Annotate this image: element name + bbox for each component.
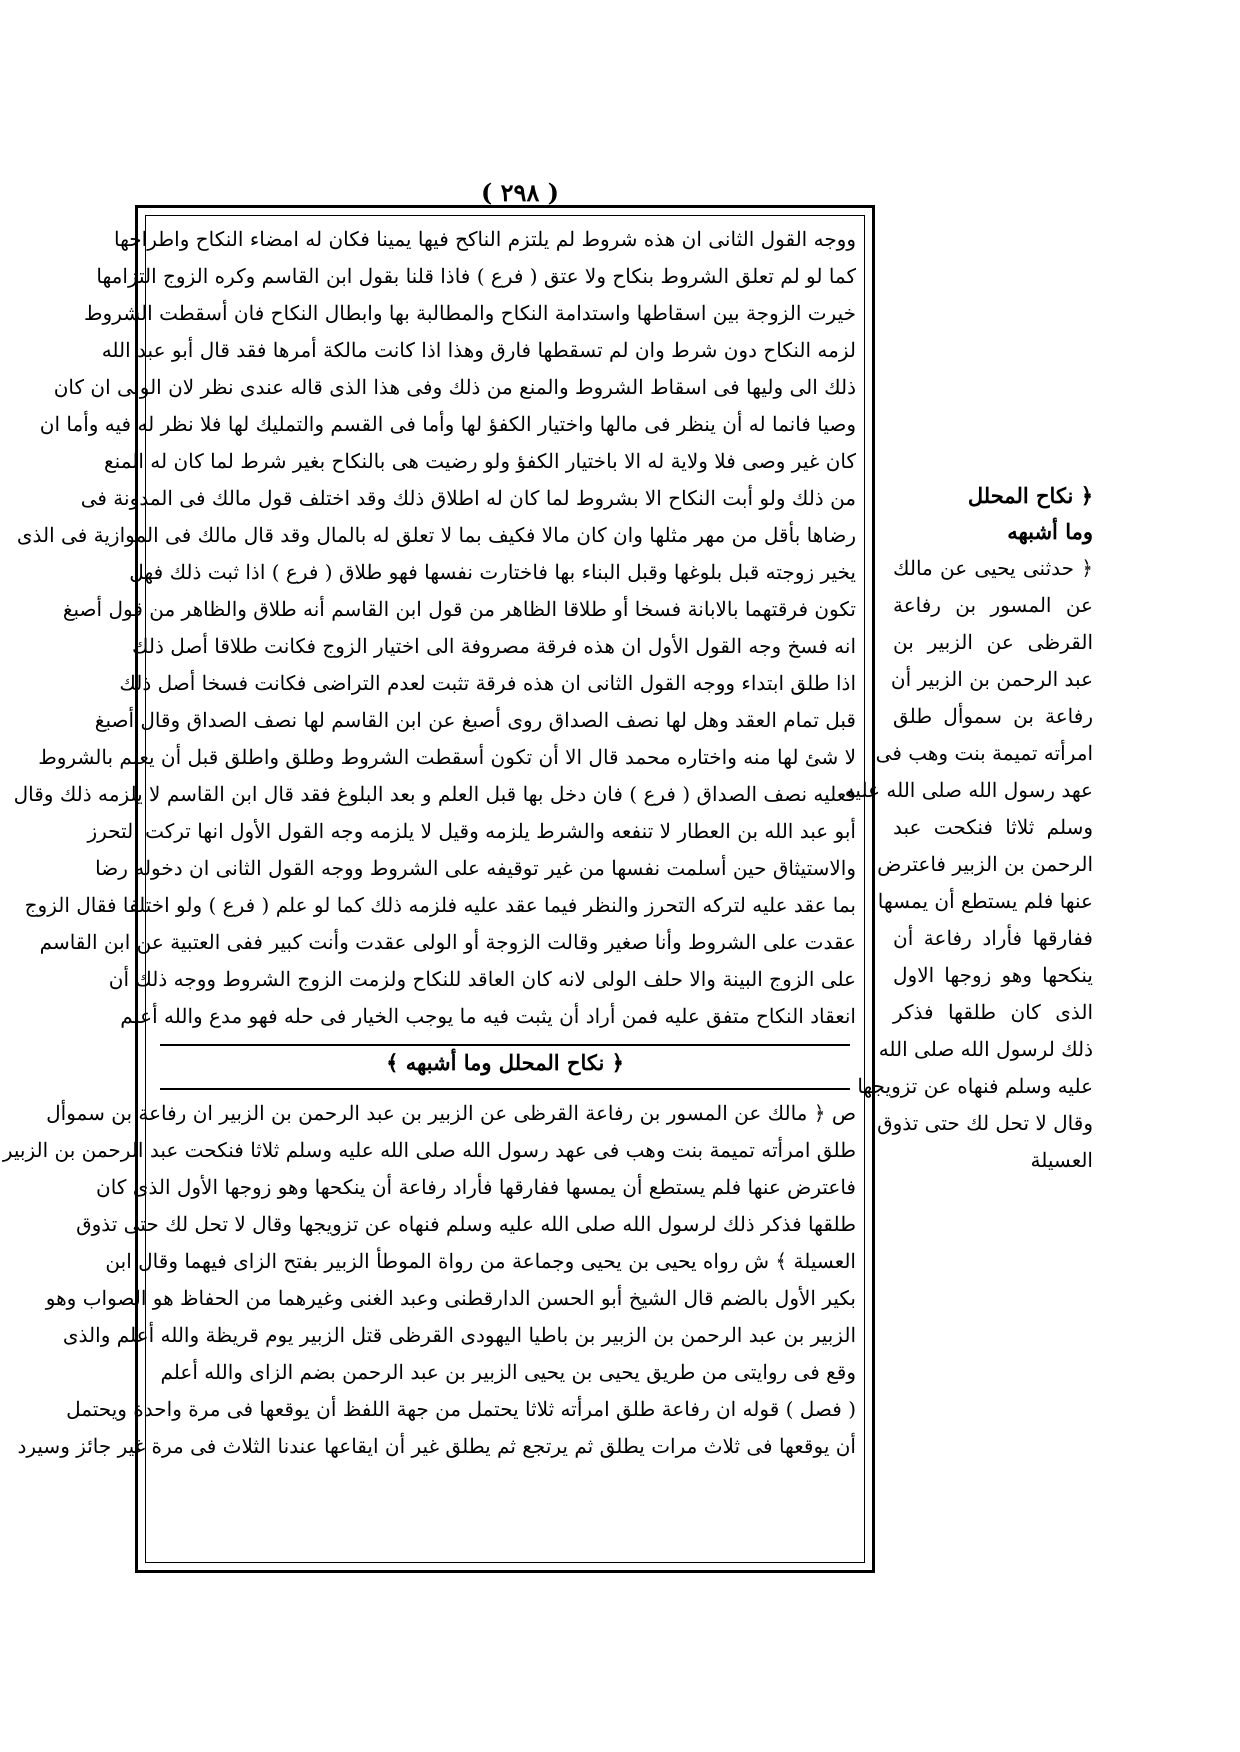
text-line: ذلك الى وليها فى اسقاط الشروط والمنع من ذلك وفى هذا الذى قاله عندى نظر لان الولى ان كان bbox=[53, 375, 856, 399]
text-line: ص ﴿ مالك عن المسور بن رفاعة القرظى عن الزبير بن عبد الرحمن بن الزبير ان رفاعة بن سموأل bbox=[46, 1101, 856, 1125]
text-line: فاعترض عنها فلم يستطع أن يمسها ففارقها فأراد رفاعة أن ينكحها وهو زوجها الأول الذى كان bbox=[96, 1175, 856, 1199]
margin-line: القرظى عن الزبير بن bbox=[893, 630, 1093, 654]
margin-line: عبد الرحمن بن الزبير أن bbox=[890, 667, 1093, 691]
margin-line: الرحمن بن الزبير فاعترض bbox=[877, 852, 1093, 876]
margin-title-line: ﴿ نكاح المحلل bbox=[967, 483, 1093, 508]
text-line: طلقها فذكر ذلك لرسول الله صلى الله عليه وسلم فنهاه عن تزويجها وقال لا تحل لك حتى تذوق bbox=[76, 1212, 856, 1236]
margin-line: ﴿ حدثنى يحيى عن مالك bbox=[893, 556, 1093, 580]
text-line: رضاها بأقل من مهر مثلها وان كان مالا فكيف بما لا تعلق له بالمال وقد قال مالك فى الموازية فى الذى bbox=[16, 523, 856, 547]
text-line: انه فسخ وجه القول الأول ان هذه فرقة مصروفة الى اختيار الزوج فكانت طلاقا أصل ذلك bbox=[132, 634, 856, 658]
section-divider-top bbox=[160, 1044, 850, 1046]
text-line: خيرت الزوجة بين اسقاطها واستدامة النكاح والمطالبة بها وابطال النكاح فان أسقطت الشروط bbox=[84, 301, 856, 325]
text-line: الزبير بن عبد الرحمن بن الزبير بن باطيا اليهودى القرظى قتل الزبير يوم قريظة والله أعلم والذى bbox=[62, 1323, 856, 1347]
margin-line: عنها فلم يستطع أن يمسها bbox=[877, 889, 1093, 913]
text-line: من ذلك ولو أبت النكاح الا بشروط لما كان له اطلاق ذلك وقد اختلف قول مالك فى المدونة فى bbox=[80, 486, 856, 510]
margin-line: ذلك لرسول الله صلى الله bbox=[878, 1037, 1093, 1061]
text-line: وقع فى روايتى من طريق يحيى بن يحيى الزبير بن عبد الرحمن بضم الزاى والله أعلم bbox=[160, 1360, 856, 1384]
text-line: قبل تمام العقد وهل لها نصف الصداق روى أصبغ عن ابن القاسم لها نصف الصداق وقال أصبغ bbox=[94, 708, 856, 732]
margin-line: عهد رسول الله صلى الله عليه bbox=[844, 778, 1093, 802]
text-line: فعليه نصف الصداق ( فرع ) فان دخل بها قبل العلم و بعد البلوغ فقد قال ابن القاسم لا يلزمه ذلك وقال bbox=[13, 782, 856, 806]
text-line: لزمه النكاح دون شرط وان لم تسقطها فارق وهذا اذا كانت مالكة أمرها فقد قال أبو عبد الله bbox=[101, 338, 856, 362]
text-line: والاستيثاق حين أسلمت نفسها من غير توقيفه على الشروط ووجه القول الثانى ان دخوله رضا bbox=[95, 856, 856, 880]
text-line: بما عقد عليه لتركه التحرز والنظر فيما عقد عليه فلزمه ذلك كما لو علم ( فرع ) ولو اختلفا فقال الزوج bbox=[24, 893, 856, 917]
main-text-frame bbox=[2, 205, 875, 1573]
text-line: يخير زوجته قبل بلوغها وقبل البناء بها فاختارت نفسها فهو طلاق ( فرع ) اذا ثبت ذلك فهل bbox=[129, 560, 856, 584]
margin-line: عن المسور بن رفاعة bbox=[893, 593, 1093, 617]
margin-column bbox=[844, 478, 1093, 1179]
text-line: العسيلة ﴾ ش رواه يحيى بن يحيى وجماعة من رواة الموطأ الزبير بفتح الزاى فيهما وقال ابن bbox=[105, 1249, 856, 1273]
margin-line: الذى كان طلقها فذكر bbox=[893, 1000, 1093, 1024]
text-line: وصيا فانما له أن ينظر فى مالها واختيار الكفؤ لها وأما فى القسم والتمليك لها فلا نظر له فيه وأما ان bbox=[39, 412, 856, 436]
margin-line: العسيلة bbox=[1030, 1148, 1093, 1172]
margin-line: رفاعة بن سموأل طلق bbox=[893, 704, 1093, 728]
text-line: بكير الأول بالضم قال الشيخ أبو الحسن الدارقطنى وعبد الغنى وغيرهما من الحفاظ هو الصواب وهو bbox=[45, 1286, 856, 1310]
margin-title-line: وما أشبهه bbox=[1007, 519, 1093, 544]
text-line: طلق امرأته تميمة بنت وهب فى عهد رسول الله صلى الله عليه وسلم ثلاثا فنكحت عبد الرحمن بن الزبير bbox=[2, 1138, 856, 1162]
text-line: اذا طلق ابتداء ووجه القول الثانى ان هذه فرقة تثبت لعدم التراضى فكانت فسخا أصل ذلك bbox=[119, 671, 856, 695]
section-title: ﴿ نكاح المحلل وما أشبهه ﴾ bbox=[386, 1050, 624, 1075]
section-divider-bottom bbox=[160, 1088, 850, 1090]
text-line: ( فصل ) قوله ان رفاعة طلق امرأته ثلاثا يحتمل من جهة اللفظ أن يوقعها فى مرة واحدة ويحتمل bbox=[66, 1397, 856, 1421]
margin-line: وسلم ثلاثا فنكحت عبد bbox=[893, 815, 1093, 839]
lower-hadith-block bbox=[2, 1095, 856, 1465]
margin-line: عليه وسلم فنهاه عن تزويجها bbox=[857, 1074, 1093, 1098]
text-line: تكون فرقتهما بالابانة فسخا أو طلاقا الظاهر من قول ابن القاسم أنه طلاق والظاهر من قول أصبغ bbox=[62, 597, 856, 621]
text-line: أبو عبد الله بن العطار لا تنفعه والشرط يلزمه وقيل لا يلزمه وجه القول الأول انها تركت التحرز bbox=[87, 819, 856, 843]
text-line: انعقاد النكاح متفق عليه فمن أراد أن يثبت فيه ما يوجب الخيار فى حله فهو مدع والله أعلم bbox=[120, 1004, 856, 1028]
margin-line: امرأته تميمة بنت وهب فى bbox=[875, 741, 1093, 765]
text-line: كان غير وصى فلا ولاية له الا باختيار الكفؤ ولو رضيت هى بالنكاح بغير شرط لما كان له المنع bbox=[104, 449, 856, 473]
page-number: ( ٢٩٨ ) bbox=[480, 178, 560, 207]
margin-line: ففارقها فأراد رفاعة أن bbox=[893, 926, 1093, 950]
text-line: لا شئ لها منه واختاره محمد قال الا أن تكون أسقطت الشروط وطلق واطلق قبل أن يعلم بالشروط bbox=[38, 745, 856, 769]
margin-line: وقال لا تحل لك حتى تذوق bbox=[877, 1111, 1093, 1135]
text-line: ووجه القول الثانى ان هذه شروط لم يلتزم الناكح فيها يمينا فكان له امضاء النكاح واطراحها bbox=[113, 227, 856, 251]
text-line: كما لو لم تعلق الشروط بنكاح ولا عتق ( فرع ) فاذا قلنا بقول ابن القاسم وكره الزوج التزامها bbox=[96, 264, 856, 288]
text-line: عقدت على الشروط وأنا صغير وقالت الزوجة أو الولى عقدت وأنت كبير ففى العتبية عن ابن القاسم bbox=[39, 930, 856, 954]
text-line: على الزوج البينة والا حلف الولى لانه كان العاقد للنكاح ولزمت الزوج الشروط ووجه ذلك أن bbox=[108, 967, 856, 991]
upper-commentary-block bbox=[13, 221, 856, 1035]
text-line: أن يوقعها فى ثلاث مرات يطلق ثم يرتجع ثم يطلق غير أن ايقاعها عندنا الثلاث فى مرة غير جائز وسيرد bbox=[17, 1434, 856, 1458]
margin-line: ينكحها وهو زوجها الاول bbox=[893, 963, 1093, 987]
